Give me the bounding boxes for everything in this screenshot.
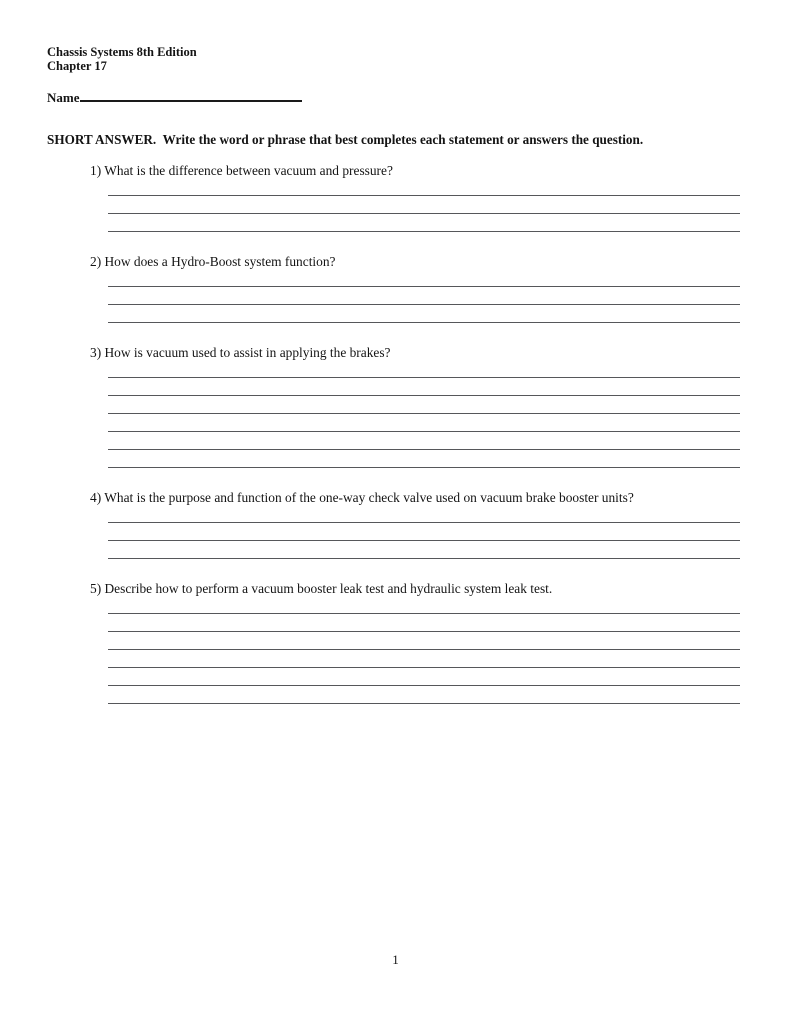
answer-line [108, 650, 740, 668]
answer-line [108, 523, 740, 541]
answer-line [108, 505, 740, 523]
name-blank-line [80, 89, 302, 102]
question-text-row [90, 163, 745, 178]
question-text-row [90, 345, 745, 360]
answer-line [108, 450, 740, 468]
question-block [90, 254, 745, 323]
answer-line [108, 196, 740, 214]
question-text: What is the difference between vacuum and pressure? [104, 163, 393, 178]
answer-line [108, 541, 740, 559]
answer-line [108, 596, 740, 614]
question-text: How is vacuum used to assist in applying the brakes? [104, 345, 391, 360]
answer-lines-group [108, 269, 740, 323]
book-title: Chassis Systems 8th Edition [47, 45, 197, 59]
question-number: 3) [90, 345, 102, 360]
question-number: 2) [90, 254, 102, 269]
answer-lines-group [108, 178, 740, 232]
answer-line [108, 686, 740, 704]
question-number: 1) [90, 163, 102, 178]
answer-line [108, 414, 740, 432]
question-text: Describe how to perform a vacuum booster leak test and hydraulic system leak test. [104, 581, 553, 596]
answer-line [108, 178, 740, 196]
instructions-text: SHORT ANSWER. Write the word or phrase that best completes each statement or answers the question. [47, 132, 644, 147]
page-number: 1 [392, 952, 399, 967]
answer-lines-group [108, 505, 740, 559]
answer-line [108, 287, 740, 305]
answer-line [108, 432, 740, 450]
question-text-row [90, 254, 745, 269]
name-label: Name [47, 90, 80, 105]
question-block [90, 490, 745, 559]
answer-line [108, 360, 740, 378]
question-text-row [90, 490, 745, 505]
question-block [90, 163, 745, 232]
questions-section [0, 163, 791, 704]
question-number: 4) [90, 490, 102, 505]
answer-line [108, 396, 740, 414]
answer-line [108, 378, 740, 396]
name-row [47, 89, 791, 103]
question-block [90, 581, 745, 704]
answer-line [108, 305, 740, 323]
answer-line [108, 269, 740, 287]
question-text: What is the purpose and function of the one-way check valve used on vacuum brake booster units? [104, 490, 634, 505]
question-text: How does a Hydro-Boost system function? [104, 254, 336, 269]
answer-line [108, 668, 740, 686]
answer-lines-group [108, 360, 740, 468]
answer-line [108, 214, 740, 232]
answer-lines-group [108, 596, 740, 704]
answer-line [108, 632, 740, 650]
chapter-title: Chapter 17 [47, 59, 107, 73]
document-header [47, 0, 791, 73]
question-number: 5) [90, 581, 102, 596]
question-block [90, 345, 745, 468]
question-text-row [90, 581, 745, 596]
answer-line [108, 614, 740, 632]
